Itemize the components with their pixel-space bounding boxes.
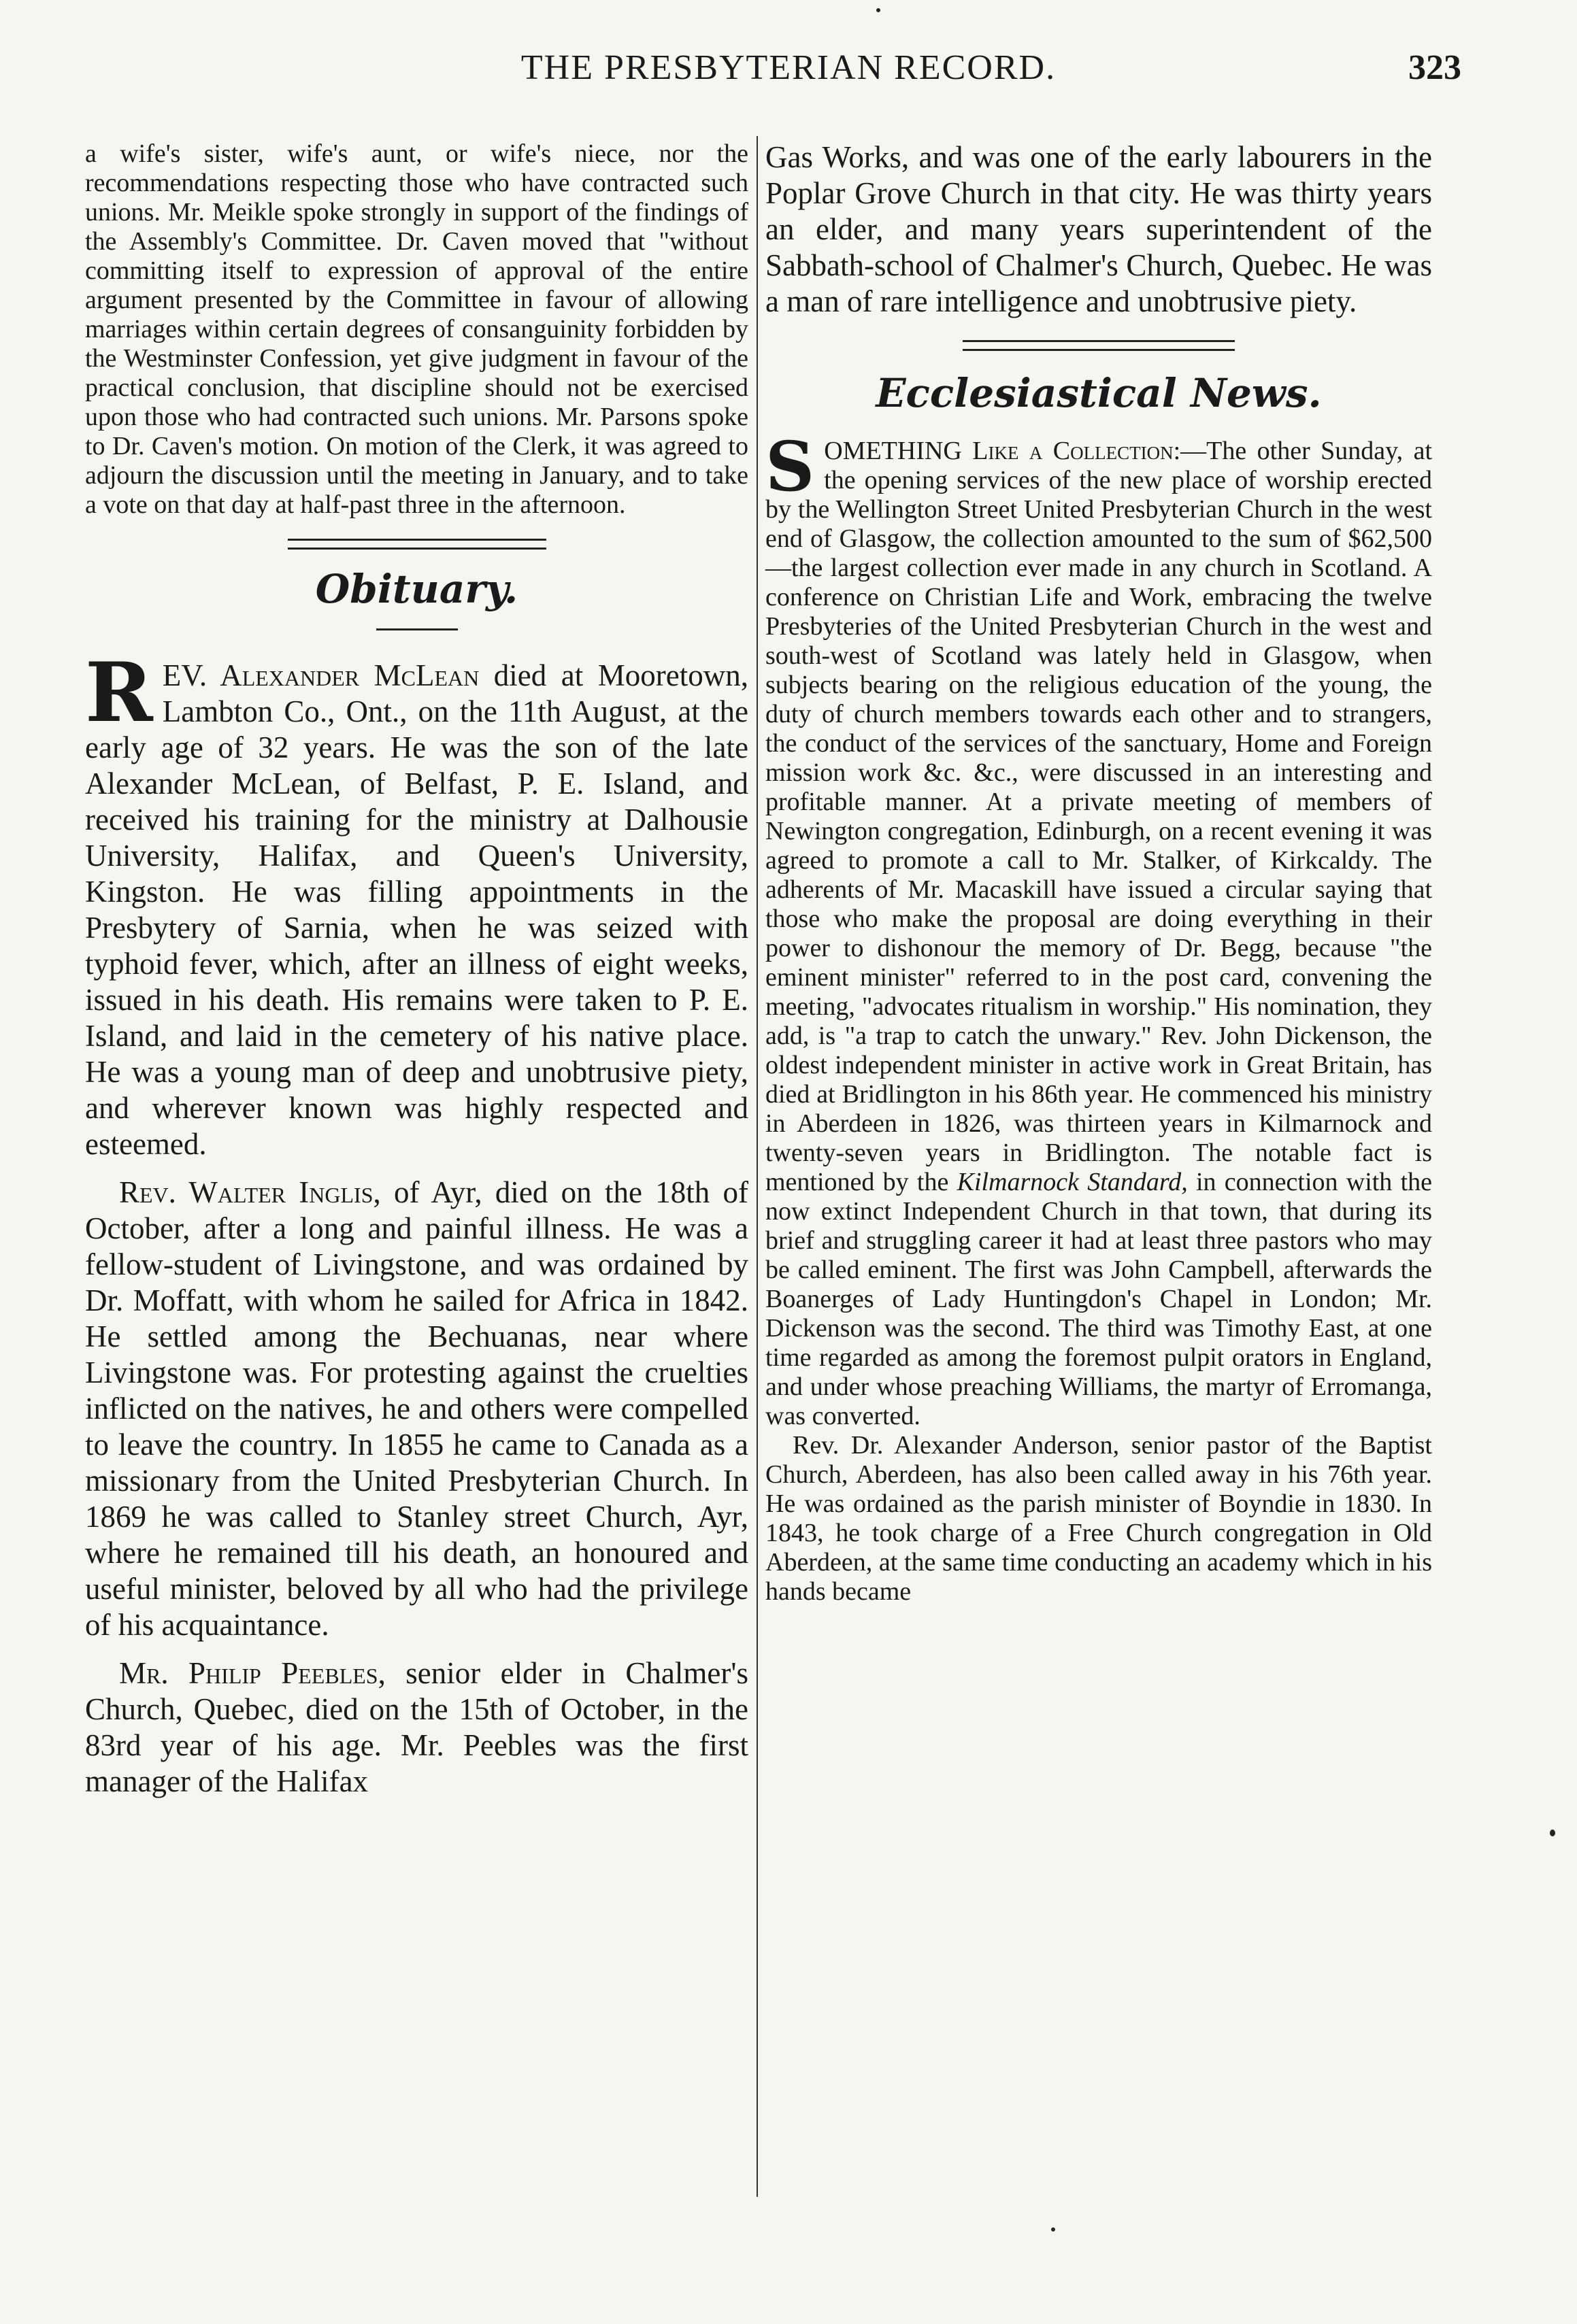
print-speck bbox=[1550, 1830, 1555, 1836]
news-italic-title: Kilmarnock Standard, bbox=[957, 1168, 1188, 1196]
continued-report-paragraph: a wife's sister, wife's aunt, or wife's niece, nor the recommendations respecting those who have contracted such unions. Mr. Meikle spoke strongly in support of the findings of the Assembly's Committee. Dr. Caven moved that "without committing itself to expression of approval of the entire argument presented by the Committee in favour of allowing marriages within certain degrees of consanguinity forbidden by the Westminster Confession, yet give judgment in favour of the practical conclusion, that discipline should not be exercised upon those who had contracted such unions. Mr. Parsons spoke to Dr. Caven's motion. On motion of the Clerk, it was agreed to adjourn the discussion until the meeting in January, and to take a vote on that day at half-past three in the afternoon. bbox=[85, 139, 748, 519]
heading-rule bbox=[376, 628, 458, 630]
page-number: 323 bbox=[1408, 48, 1461, 87]
obituary-mclean-lead: EV. Alexander McLean bbox=[162, 658, 480, 692]
journal-title: THE PRESBYTERIAN RECORD. bbox=[520, 48, 1057, 87]
column-divider bbox=[757, 136, 758, 2197]
drop-cap: R bbox=[85, 645, 153, 741]
news-text: The other Sunday, at the opening services of the new place of worship erected by the Wellington Street United Presbyterian Church in the west end of Glasgow, the collection amounted to the sum of $62,500—the largest collection ever made in any church in Scotland. A conference on Christian Life and Work, embracing the twelve Presbyteries of the United Presbyterian Church in the west and south-west of Scotland was lately held in Glasgow, when subjects bearing on the religious education of the young, the duty of church members towards each other and to strangers, the conduct of the services of the sanctuary, Home and Foreign mission work &c. &c., were discussed in an interesting and profitable manner. At a private meeting of members of Newington congregation, Edinburgh, on a recent evening it was agreed to promote a call to Mr. Stalker, of Kirkcaldy. The adherents of Mr. Macaskill have issued a circular saying that those who make the proposal are doing everything in their power to dishonour the memory of Dr. Begg, because "the eminent minister" referred to in the post card, convening the meeting, "advocates ritualism in worship." His nomination, they add, is "a trap to catch the unwary." Rev. John Dickenson, the oldest independent minister in active work in Great Britain, has died at Bridlington in his 86th year. He commenced his ministry in Aberdeen in 1826, was thirteen years in Kilmarnock and twenty-seven years in Bridlington. The notable fact is mentioned by the bbox=[765, 437, 1432, 1196]
obituary-mclean bbox=[85, 645, 749, 1162]
obituary-inglis-lead: Rev. Walter Inglis, bbox=[119, 1175, 381, 1209]
running-header bbox=[0, 48, 1577, 95]
anderson-paragraph: Rev. Dr. Alexander Anderson, senior pastor of the Baptist Church, Aberdeen, has also been called away in his 76th year. He was ordained as the parish minister of Boyndie in 1830. In 1843, he took charge of a Free Church congregation in Old Aberdeen, at the same time conducting an academy which in his hands became bbox=[765, 1431, 1432, 1606]
obituary-inglis bbox=[85, 1175, 748, 1643]
news-paragraph bbox=[765, 426, 1432, 1431]
left-column bbox=[85, 139, 748, 1800]
obituary-peebles bbox=[85, 1655, 748, 1800]
drop-cap: S bbox=[765, 426, 815, 507]
section-divider bbox=[288, 539, 546, 550]
right-column bbox=[765, 139, 1432, 1606]
news-lead: OMETHING Like a Collection:— bbox=[824, 437, 1207, 465]
news-text-continued: in connection with the now extinct Independent Church in that town, that during its brief and struggling career it had at least three pastors who may be called eminent. The first was John Campbell, afterwards the Boanerges of Lady Huntingdon's Chapel in London; Mr. Dickenson was the second. The third was Timothy East, at one time regarded as among the foremost pulpit orators in England, and under whose preaching Williams, the martyr of Erromanga, was converted. bbox=[765, 1168, 1432, 1430]
obituary-mclean-text: died at Mooretown, Lambton Co., Ont., on the 11th August, at the early age of 32 years. He was the son of the late Alexander McLean, of Belfast, P. E. Island, and received his training for the ministry at Dalhousie University, Halifax, and Queen's University, Kingston. He was filling appointments in the Presbytery of Sarnia, when he was seized with typhoid fever, which, after an illness of eight weeks, issued in his death. His remains were taken to P. E. Island, and laid in the cemetery of his native place. He was a young man of deep and unobtrusive piety, and wherever known was highly respected and esteemed. bbox=[85, 658, 749, 1161]
obituary-peebles-lead: Mr. Philip Peebles, bbox=[119, 1656, 386, 1690]
obituary-inglis-text: of Ayr, died on the 18th of October, after a long and painful illness. He was a fellow-student of Livingstone, and was ordained by Dr. Moffatt, with whom he sailed for Africa in 1842. He settled among the Bechuanas, near where Livingstone was. For protesting against the cruelties inflicted on the natives, he and others were compelled to leave the country. In 1855 he came to Canada as a missionary from the United Presbyterian Church. In 1869 he was called to Stanley street Church, Ayr, where he remained till his death, an honoured and useful minister, beloved by all who had the privilege of his acquaintance. bbox=[85, 1175, 748, 1642]
print-speck bbox=[1051, 2227, 1055, 2232]
obituary-peebles-continued: Gas Works, and was one of the early labourers in the Poplar Grove Church in that city. He was thirty years an elder, and many years superintendent of the Sabbath-school of Chalmer's Church, Quebec. He was a man of rare intelligence and unobtrusive piety. bbox=[765, 140, 1432, 318]
print-speck bbox=[876, 8, 880, 12]
obituary-peebles-text: senior elder in Chalmer's Church, Quebec, died on the 15th of October, in the 83rd year of his age. Mr. Peebles was the first manager of the Halifax bbox=[85, 1656, 748, 1798]
ecclesiastical-news-heading: Ecclesiastical News. bbox=[876, 370, 1322, 416]
obituary-heading: Obituary. bbox=[315, 566, 518, 612]
section-divider bbox=[963, 340, 1235, 351]
